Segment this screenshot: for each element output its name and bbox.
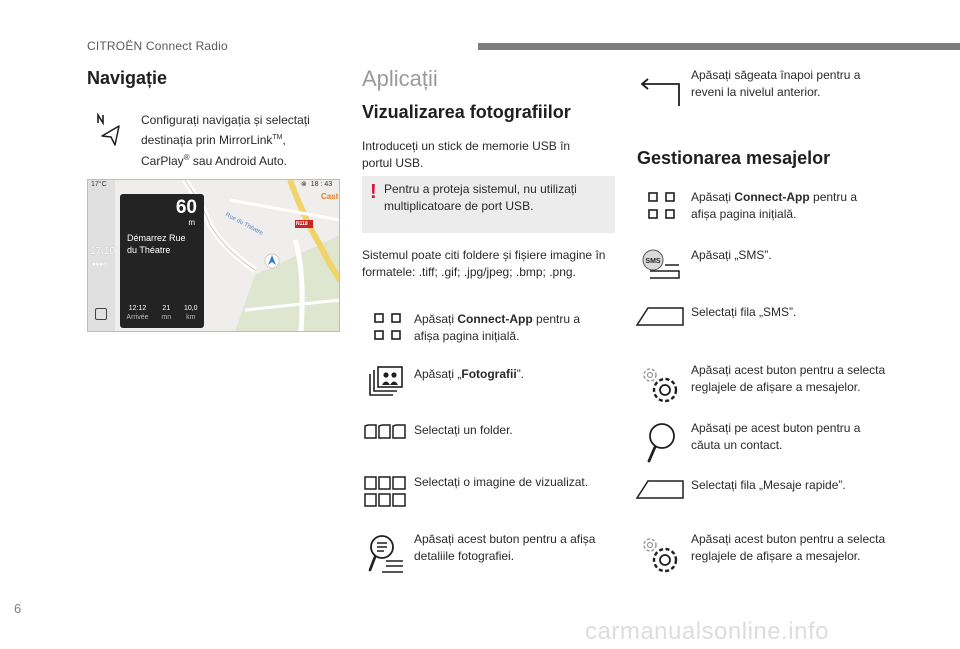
tab-icon	[636, 306, 684, 326]
aplicatii-formats: Sistemul poate citi foldere și fișiere imagine în formatele: .tiff; .gif; .jpg/jpeg; .bmp; .png.	[362, 248, 606, 279]
tab-icon	[636, 479, 684, 499]
screenshot-gps-icon: ⊗	[301, 181, 307, 188]
image-grid-icon	[364, 476, 406, 508]
mesaje-step7: Apăsați acest buton pentru a selecta reglajele de afișare a mesajelor.	[691, 532, 886, 563]
sms-icon	[641, 251, 683, 279]
screenshot-street-label: Rue du Théatre	[224, 212, 264, 237]
aplicatii-title: Aplicații	[362, 66, 438, 91]
watermark: carmanualsonline.info	[585, 618, 829, 645]
navigatie-text: Configurați navigația și selectați destinația prin MirrorLink™, CarPlay® sau Android Auto.	[141, 113, 310, 168]
mesaje-step3: Selectați fila „SMS”.	[691, 305, 797, 319]
back-text: Apăsați săgeata înapoi pentru a reveni la nivelul anterior.	[691, 68, 861, 99]
header-title: CITROËN Connect Radio	[87, 39, 228, 53]
mesaje-step5: Apăsați pe acest buton pentru a căuta un contact.	[691, 421, 861, 452]
folders-icon	[364, 424, 406, 439]
aplicatii-step4: Selectați o imagine de vizualizat.	[414, 475, 589, 489]
mesaje-title: Gestionarea mesajelor	[637, 148, 831, 168]
screenshot-status	[301, 180, 332, 188]
photo-details-icon	[368, 534, 404, 576]
settings-gears-icon	[641, 366, 681, 406]
page-number: 6	[14, 601, 22, 616]
aplicatii-intro: Introduceți un stick de memorie USB în portul USB.	[362, 139, 571, 170]
warning-icon: !	[370, 181, 377, 203]
photos-icon	[369, 366, 403, 396]
mesaje-step1: Apăsați Connect-App pentru a afișa pagina inițială.	[691, 190, 858, 221]
screenshot-instruction: Démarrez Rue du Théatre	[127, 233, 186, 255]
mesaje-step4: Apăsați acest buton pentru a selecta reglajele de afișare a mesajelor.	[691, 363, 886, 394]
apps-grid-icon	[374, 313, 402, 341]
warning-text: Pentru a proteja sistemul, nu utilizați multiplicatoare de port USB.	[384, 182, 577, 213]
screenshot-dots: ●●●○	[92, 262, 107, 268]
aplicatii-subtitle: Vizualizarea fotografiilor	[362, 102, 571, 122]
svg-text:SMS: SMS	[645, 258, 661, 265]
mesaje-step6: Selectați fila „Mesaje rapide”.	[691, 478, 846, 492]
navigatie-title: Navigație	[87, 68, 168, 88]
navigation-screenshot	[87, 179, 340, 332]
screenshot-distance-value: 60	[175, 197, 197, 218]
screenshot-place-label: Cast	[321, 192, 339, 201]
aplicatii-step3: Selectați un folder.	[414, 423, 513, 437]
screenshot-road-label: N118	[296, 221, 308, 227]
settings-gears-icon	[641, 536, 681, 576]
aplicatii-step1: Apăsați Connect-App pentru a afișa pagina inițială.	[414, 312, 581, 343]
screenshot-home-icon	[95, 308, 107, 320]
screenshot-left-time: 17:10	[90, 246, 116, 257]
mesaje-step2: Apăsați „SMS”.	[691, 248, 772, 262]
apps-grid-icon	[648, 192, 676, 220]
screenshot-time: 18 : 43	[310, 181, 333, 188]
aplicatii-step2: Apăsați „Fotografii”.	[414, 367, 525, 381]
back-arrow-icon	[641, 78, 681, 108]
aplicatii-step5: Apăsați acest buton pentru a afișa detaliile fotografiei.	[414, 532, 596, 563]
search-icon	[645, 422, 677, 464]
header-bar	[478, 43, 960, 50]
screenshot-temperature: 17°C	[91, 181, 107, 188]
screenshot-distance-unit: m	[188, 218, 195, 227]
screenshot-trip-info: 12:12 Arrivée 21 mn 10,0 km	[126, 305, 198, 321]
screenshot-guidance-card	[120, 194, 204, 328]
screenshot-side-panel	[88, 180, 115, 331]
navigation-arrow-icon	[97, 114, 123, 148]
